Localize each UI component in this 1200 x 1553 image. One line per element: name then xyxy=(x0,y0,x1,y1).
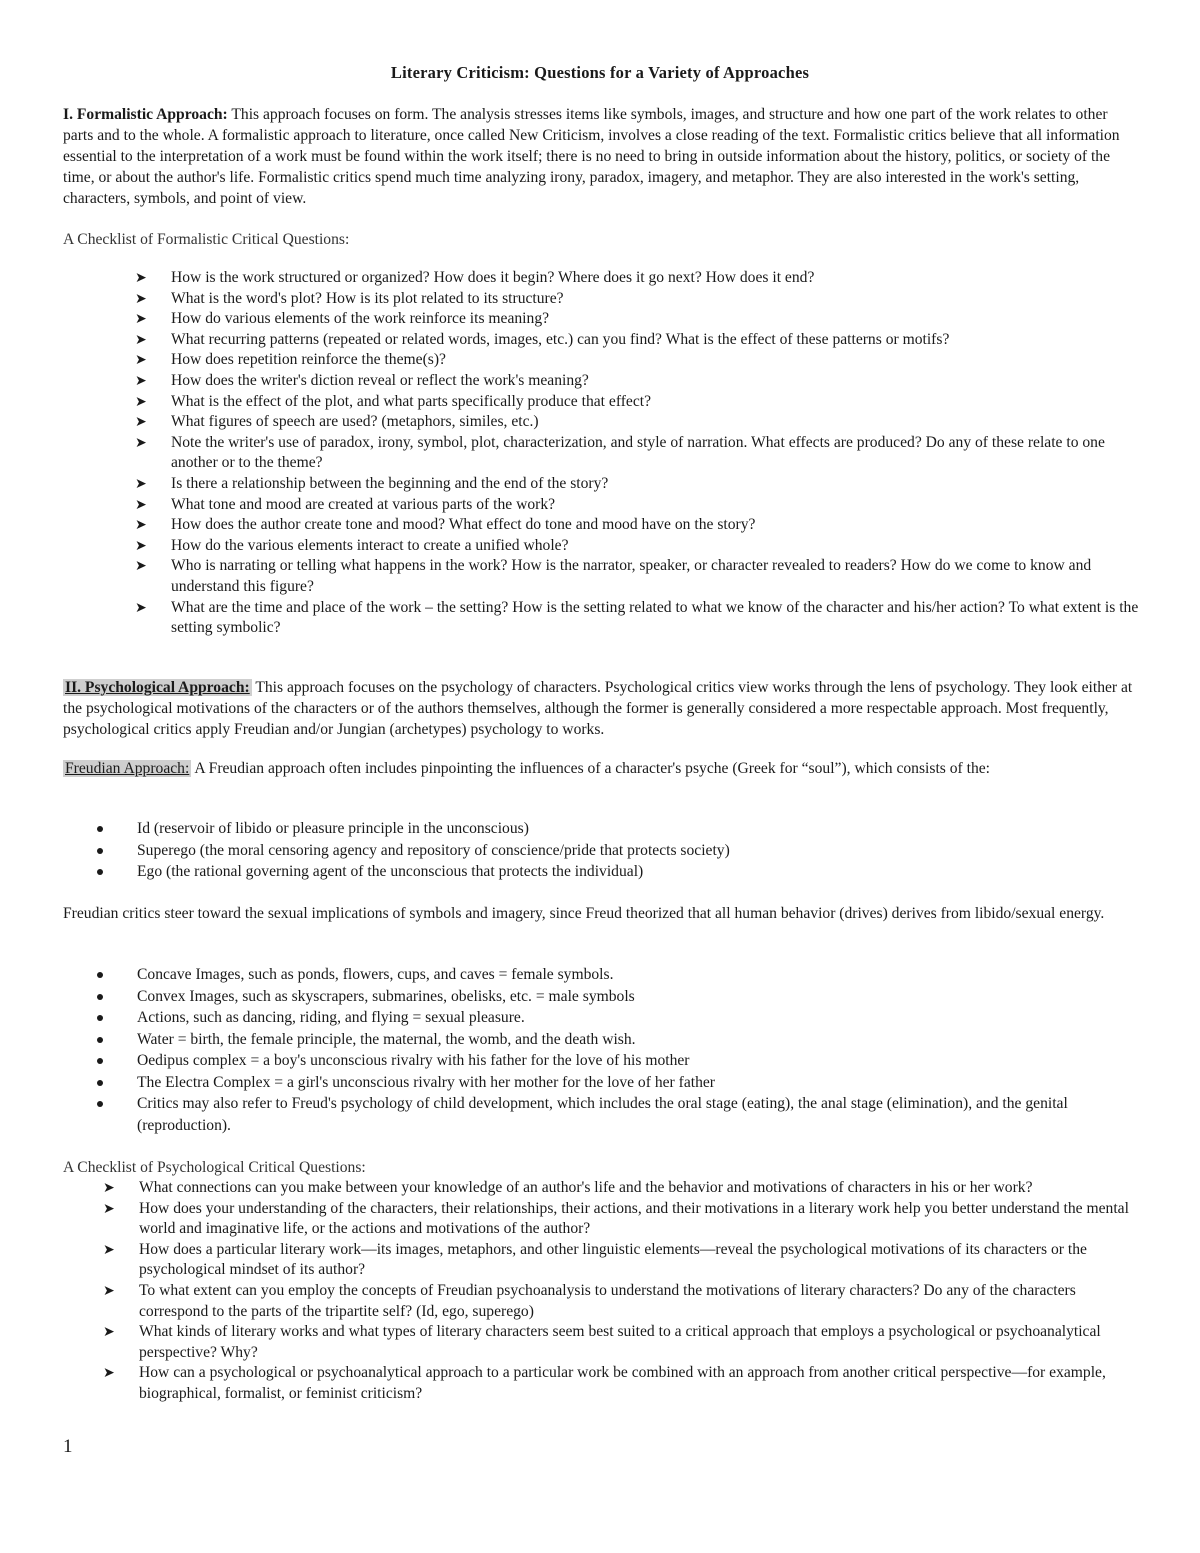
list-item-text: Oedipus complex = a boy's unconscious rivalry with his father for the love of his mother xyxy=(137,1052,690,1069)
arrow-bullet-icon: ➤ xyxy=(135,475,147,492)
round-bullet-icon xyxy=(97,826,103,832)
round-bullet-icon xyxy=(97,869,103,875)
freudian-paragraph xyxy=(63,758,1138,779)
freudian-critics-block xyxy=(63,903,1138,924)
question-text: How does repetition reinforce the theme(s)? xyxy=(171,351,446,369)
list-item xyxy=(97,986,1142,1008)
arrow-bullet-icon: ➤ xyxy=(135,537,147,554)
arrow-bullet-icon: ➤ xyxy=(103,1282,115,1299)
arrow-bullet-icon: ➤ xyxy=(135,372,147,389)
arrow-bullet-icon: ➤ xyxy=(135,393,147,410)
arrow-bullet-icon: ➤ xyxy=(103,1241,115,1258)
question-text: What recurring patterns (repeated or related words, images, etc.) can you find? What is the effect of these patterns or motifs? xyxy=(171,330,950,348)
list-item xyxy=(97,1050,1142,1072)
freudian-critics-paragraph: Freudian critics steer toward the sexual implications of symbols and imagery, since Freud theorized that all human behavior (drives) derives from libido/sexual energy. xyxy=(63,905,1105,922)
arrow-bullet-icon: ➤ xyxy=(103,1365,115,1382)
psychological-body: This approach focuses on the psychology of characters. Psychological critics view works through the lens of psychology. They look either at the psychological motivations of the characters or of the authors themselves, although the former is generally considered a more respectable approach. Most frequently, psychological critics apply Freudian and/or Jungian (archetypes) psychology to works. xyxy=(63,679,1133,738)
formalistic-checklist-label: A Checklist of Formalistic Critical Questions: xyxy=(63,231,350,248)
arrow-bullet-icon: ➤ xyxy=(103,1200,115,1217)
question-item xyxy=(135,268,1150,289)
list-item xyxy=(97,818,1137,840)
question-item xyxy=(135,392,1150,413)
question-text: How does your understanding of the characters, their relationships, their actions, and their motivations in a literary work help you better understand the mental world and imaginative life, or the actions and motivations of the author? xyxy=(139,1199,1129,1238)
arrow-bullet-icon: ➤ xyxy=(103,1180,115,1196)
formalistic-section xyxy=(63,104,1138,209)
question-text: Note the writer's use of paradox, irony, symbol, plot, characterization, and style of narration. What effects are produced? Do any of these relate to one another or to the theme? xyxy=(171,433,1105,472)
question-text: What connections can you make between your knowledge of an author's life and the behavior and motivations of characters in his or her work? xyxy=(139,1179,1033,1196)
formalistic-question-list xyxy=(135,268,1150,639)
page-number: 1 xyxy=(63,1436,73,1457)
list-item-text: Ego (the rational governing agent of the unconscious that protects the individual) xyxy=(137,863,644,880)
document-title: Literary Criticism: Questions for a Variety of Approaches xyxy=(390,63,810,82)
question-item xyxy=(135,350,1150,371)
list-item xyxy=(97,1007,1142,1029)
list-item-text: Id (reservoir of libido or pleasure principle in the unconscious) xyxy=(137,820,529,837)
psych-checklist-label: A Checklist of Psychological Critical Questions: xyxy=(63,1159,366,1176)
arrow-bullet-icon: ➤ xyxy=(135,558,147,575)
question-text: What kinds of literary works and what types of literary characters seem best suited to a critical approach that employs a psychological or psychoanalytical perspective? Why? xyxy=(139,1323,1101,1361)
arrow-bullet-icon: ➤ xyxy=(135,290,147,307)
formalistic-paragraph xyxy=(63,104,1138,209)
formalistic-questions-block xyxy=(135,268,1150,639)
question-item xyxy=(103,1178,1133,1199)
question-text: What is the word's plot? How is its plot related to its structure? xyxy=(171,289,564,307)
list-item xyxy=(97,1029,1142,1051)
question-text: How does the author create tone and mood? What effect do tone and mood have on the story? xyxy=(171,516,756,534)
list-item xyxy=(97,861,1137,883)
list-item-text: Actions, such as dancing, riding, and flying = sexual pleasure. xyxy=(137,1009,525,1026)
psyche-parts-list xyxy=(97,818,1137,883)
arrow-bullet-icon: ➤ xyxy=(135,496,147,513)
arrow-bullet-icon: ➤ xyxy=(135,414,147,431)
round-bullet-icon xyxy=(97,1037,103,1043)
question-item xyxy=(135,433,1150,474)
freudian-heading: Freudian Approach: xyxy=(65,760,190,777)
arrow-bullet-icon: ➤ xyxy=(135,434,147,451)
list-item-text: Superego (the moral censoring agency and repository of conscience/pride that protects society) xyxy=(137,841,730,859)
arrow-bullet-icon: ➤ xyxy=(135,517,147,534)
round-bullet-icon xyxy=(97,1058,103,1064)
question-item xyxy=(103,1199,1133,1240)
question-text: Who is narrating or telling what happens in the work? How is the narrator, speaker, or character revealed to readers? How do we come to know and understand this figure? xyxy=(171,557,1092,595)
question-text: Is there a relationship between the beginning and the end of the story? xyxy=(171,474,609,492)
freudian-body: A Freudian approach often includes pinpointing the influences of a character's psyche (Greek for “soul”), which consists of the: xyxy=(194,760,991,777)
question-text: How do the various elements interact to create a unified whole? xyxy=(171,536,569,554)
question-item xyxy=(135,371,1150,392)
psych-checklist-label-block xyxy=(63,1157,1138,1178)
round-bullet-icon xyxy=(97,1080,103,1086)
round-bullet-icon xyxy=(97,848,103,854)
arrow-bullet-icon: ➤ xyxy=(135,311,147,328)
question-text: What figures of speech are used? (metaphors, similes, etc.) xyxy=(171,413,539,431)
list-item-text: The Electra Complex = a girl's unconscious rivalry with her mother for the love of her father xyxy=(137,1073,715,1091)
question-text: What are the time and place of the work – the setting? How is the setting related to what we know of the character and his/her action? To what extent is the setting symbolic? xyxy=(171,598,1139,637)
arrow-bullet-icon: ➤ xyxy=(103,1324,115,1341)
question-item xyxy=(135,330,1150,351)
round-bullet-icon xyxy=(97,1101,103,1107)
list-item xyxy=(97,840,1137,862)
question-text: How does the writer's diction reveal or reflect the work's meaning? xyxy=(171,371,589,389)
question-item xyxy=(135,536,1150,557)
psych-question-list xyxy=(103,1178,1133,1405)
list-item-text: Concave Images, such as ponds, flowers, cups, and caves = female symbols. xyxy=(137,966,614,983)
formalistic-body: This approach focuses on form. The analysis stresses items like symbols, images, and structure and how one part of the work relates to other parts and to the whole. A formalistic approach to literature, once called New Criticism, involves a close reading of the text. Formalistic critics believe that all information essential to the interpretation of a work must be found within the work itself; there is no need to bring in outside information about the history, politics, or society of the time, or about the author's life. Formalistic critics spend much time analyzing irony, paradox, imagery, and metaphor. They are also interested in the work's setting, characters, symbols, and point of view. xyxy=(63,106,1120,207)
list-item-text: Convex Images, such as skyscrapers, submarines, obelisks, etc. = male symbols xyxy=(137,987,635,1005)
arrow-bullet-icon: ➤ xyxy=(135,331,147,348)
list-item xyxy=(97,964,1142,986)
question-item xyxy=(135,495,1150,516)
question-text: To what extent can you employ the concepts of Freudian psychoanalysis to understand the motivations of literary characters? Do any of the characters correspond to the parts of the tripartite self? (Id, ego, superego) xyxy=(139,1281,1076,1320)
arrow-bullet-icon: ➤ xyxy=(135,599,147,616)
list-item xyxy=(97,1072,1142,1094)
list-item-text: Critics may also refer to Freud's psychology of child development, which includes the oral stage (eating), the anal stage (elimination), and the genital (reproduction). xyxy=(137,1095,1068,1134)
question-text: How do various elements of the work reinforce its meaning? xyxy=(171,310,550,328)
round-bullet-icon xyxy=(97,994,103,1000)
round-bullet-icon xyxy=(97,972,103,978)
question-item xyxy=(135,474,1150,495)
question-item xyxy=(135,412,1150,433)
round-bullet-icon xyxy=(97,1015,103,1021)
question-item xyxy=(135,598,1150,639)
question-text: How can a psychological or psychoanalytical approach to a particular work be combined with an approach from another critical perspective—for example, biographical, formalist, or feminist criticism? xyxy=(139,1364,1106,1402)
psychological-paragraph xyxy=(63,677,1138,740)
arrow-bullet-icon: ➤ xyxy=(135,352,147,369)
arrow-bullet-icon: ➤ xyxy=(135,270,147,286)
question-text: How is the work structured or organized? How does it begin? Where does it go next? How does it end? xyxy=(171,269,815,286)
question-item xyxy=(135,309,1150,330)
psychological-section xyxy=(63,677,1138,740)
question-text: What is the effect of the plot, and what parts specifically produce that effect? xyxy=(171,392,652,410)
psych-questions-block xyxy=(103,1178,1133,1405)
psyche-parts-block xyxy=(97,818,1137,883)
question-item xyxy=(103,1322,1133,1363)
freudian-symbols-block xyxy=(97,964,1142,1136)
question-item xyxy=(103,1363,1133,1404)
list-item xyxy=(97,1093,1142,1136)
formalistic-checklist-label-block xyxy=(63,229,1138,250)
question-item xyxy=(135,289,1150,310)
question-item xyxy=(103,1281,1133,1322)
freudian-section xyxy=(63,758,1138,779)
question-item xyxy=(103,1240,1133,1281)
psychological-heading: II. Psychological Approach: xyxy=(65,679,250,696)
question-text: How does a particular literary work—its images, metaphors, and other linguistic elements—reveal the psychological motivations of its characters or the psychological mindset of its author? xyxy=(139,1240,1087,1279)
question-item xyxy=(135,515,1150,536)
formalistic-heading: I. Formalistic Approach: xyxy=(63,106,228,123)
question-item xyxy=(135,556,1150,597)
list-item-text: Water = birth, the female principle, the maternal, the womb, and the death wish. xyxy=(137,1030,636,1048)
question-text: What tone and mood are created at various parts of the work? xyxy=(171,495,556,513)
freudian-symbols-list xyxy=(97,964,1142,1136)
